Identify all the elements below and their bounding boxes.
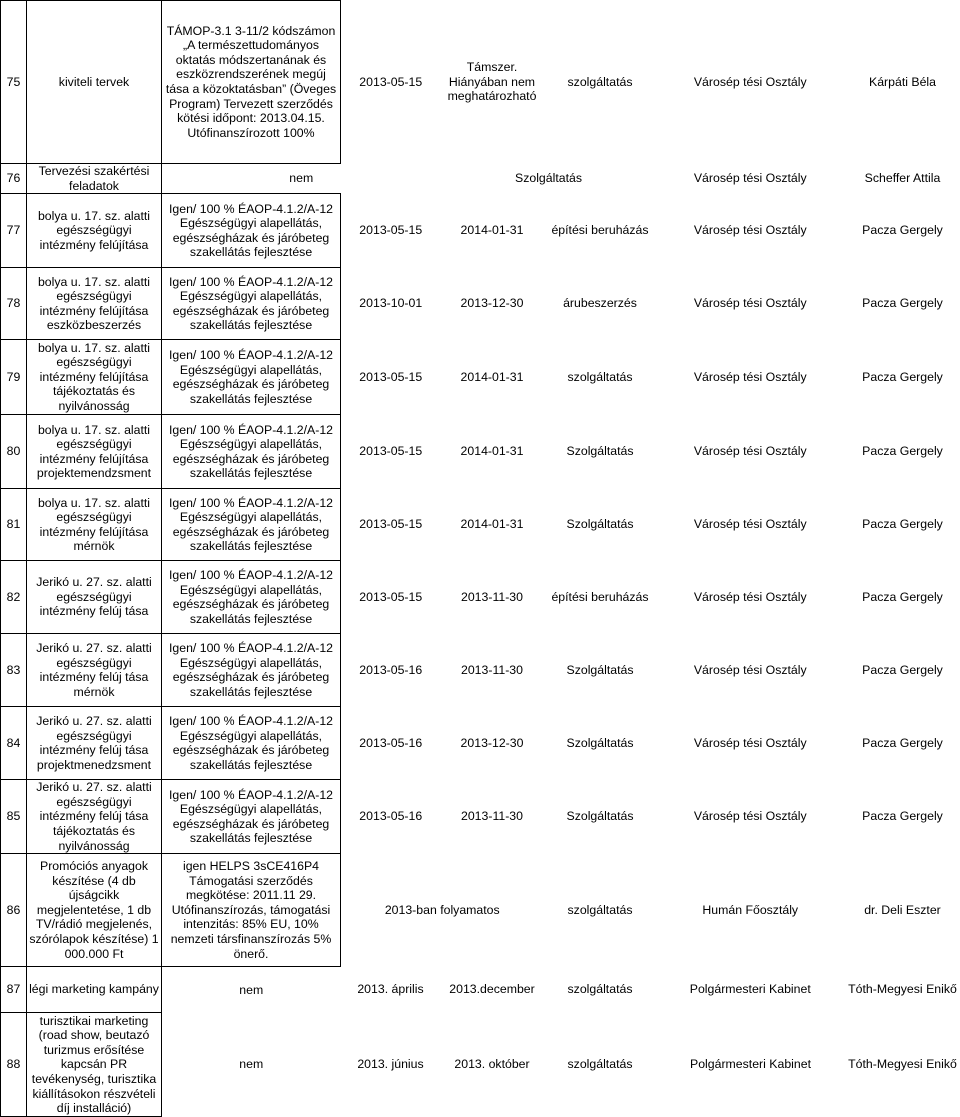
responsible-person: Pacza Gergely: [845, 194, 960, 268]
start-date: 2013-05-16: [341, 634, 441, 707]
end-date: 2014-01-31: [441, 415, 544, 489]
row-number: 88: [1, 1013, 27, 1117]
table-row: [1, 194, 960, 268]
department: Polgármesteri Kabinet: [657, 967, 845, 1013]
row-number: 78: [1, 268, 27, 340]
responsible-person: Pacza Gergely: [845, 561, 960, 634]
responsible-person: Pacza Gergely: [845, 707, 960, 780]
end-date: 2013-12-30: [441, 707, 544, 780]
department: Városép tési Osztály: [657, 561, 845, 634]
end-date: 2013-12-30: [441, 268, 544, 340]
department: Városép tési Osztály: [657, 340, 845, 415]
start-date: 2013-05-16: [341, 707, 441, 780]
row-number: 85: [1, 780, 27, 854]
responsible-person: Tóth-Megyesi Enikő: [845, 967, 960, 1013]
project-name: bolya u. 17. sz. alatti egészségügyi intézmény felújítása tájékoztatás és nyilvánosság: [27, 340, 162, 415]
end-date: 2013-11-30: [441, 780, 544, 854]
table-row: [1, 634, 960, 707]
funding-info: Igen/ 100 % ÉAOP-4.1.2/A-12 Egészségügyi alapellátás, egészségházak és járóbeteg szakellátás fejlesztése: [162, 415, 341, 489]
responsible-person: Tóth-Megyesi Enikő: [845, 1013, 960, 1117]
table-row: [1, 489, 960, 561]
row-number: 87: [1, 967, 27, 1013]
funding-info: TÁMOP-3.1 3-11/2 kódszámon „A természettudományos oktatás módszertanának és eszközrendszerének megúj tása a közoktatásban” (Öveges Program) Tervezett szerződés kötési időpont: 2013.04.15. Utófinanszírozott 100%: [162, 1, 341, 164]
table-row: [1, 561, 960, 634]
department: Városép tési Osztály: [657, 164, 845, 194]
start-date: 2013-05-15: [341, 340, 441, 415]
project-name: bolya u. 17. sz. alatti egészségügyi intézmény felújítása projektemendzsment: [27, 415, 162, 489]
project-name: Tervezési szakértési feladatok: [27, 164, 162, 194]
responsible-person: Kárpáti Béla: [845, 1, 960, 164]
project-name: kiviteli tervek: [27, 1, 162, 164]
project-name: bolya u. 17. sz. alatti egészségügyi intézmény felújítása: [27, 194, 162, 268]
table-row: [1, 707, 960, 780]
project-name: bolya u. 17. sz. alatti egészségügyi intézmény felújítása mérnök: [27, 489, 162, 561]
start-date: 2013-05-15: [341, 561, 441, 634]
end-date: 2013-11-30: [441, 634, 544, 707]
table-row: [1, 780, 960, 854]
funding-info: nem: [162, 1013, 341, 1117]
start-date: 2013. június: [341, 1013, 441, 1117]
procurement-type: Szolgáltatás: [544, 415, 657, 489]
project-name: Promóciós anyagok készítése (4 db újságcikk megjelentetése, 1 db TV/rádió megjelenés, szórólapok készítése) 1 000.000 Ft: [27, 854, 162, 967]
department: Polgármesteri Kabinet: [657, 1013, 845, 1117]
department: Városép tési Osztály: [657, 780, 845, 854]
funding-info: nem: [162, 164, 441, 194]
end-date: 2014-01-31: [441, 194, 544, 268]
row-number: 80: [1, 415, 27, 489]
table-row: [1, 164, 960, 194]
project-name: Jerikó u. 27. sz. alatti egészségügyi intézmény felúj tása mérnök: [27, 634, 162, 707]
department: Városép tési Osztály: [657, 707, 845, 780]
table-row: [1, 340, 960, 415]
project-name: Jerikó u. 27. sz. alatti egészségügyi intézmény felúj tása projektmenedzsment: [27, 707, 162, 780]
start-date: 2013-05-15: [341, 194, 441, 268]
end-date: 2014-01-31: [441, 340, 544, 415]
department: Városép tési Osztály: [657, 415, 845, 489]
row-number: 77: [1, 194, 27, 268]
end-date: Támszer. Hiányában nem meghatározható: [441, 1, 544, 164]
department: Városép tési Osztály: [657, 194, 845, 268]
end-date: 2013. október: [441, 1013, 544, 1117]
table-row: [1, 1, 960, 164]
procurement-type: Szolgáltatás: [544, 634, 657, 707]
row-number: 83: [1, 634, 27, 707]
table-row: [1, 268, 960, 340]
start-date: 2013-05-15: [341, 489, 441, 561]
procurement-type: Szolgáltatás: [441, 164, 657, 194]
department: Városép tési Osztály: [657, 634, 845, 707]
responsible-person: Pacza Gergely: [845, 780, 960, 854]
row-number: 79: [1, 340, 27, 415]
department: Városép tési Osztály: [657, 489, 845, 561]
row-number: 84: [1, 707, 27, 780]
end-date: 2013-11-30: [441, 561, 544, 634]
row-number: 75: [1, 1, 27, 164]
department: Városép tési Osztály: [657, 1, 845, 164]
table-row: [1, 967, 960, 1013]
start-date: 2013-10-01: [341, 268, 441, 340]
responsible-person: Pacza Gergely: [845, 489, 960, 561]
row-number: 76: [1, 164, 27, 194]
procurement-type: szolgáltatás: [544, 1013, 657, 1117]
procurement-type: Szolgáltatás: [544, 489, 657, 561]
table-row: [1, 854, 960, 967]
funding-info: nem: [162, 967, 341, 1013]
funding-info: Igen/ 100 % ÉAOP-4.1.2/A-12 Egészségügyi alapellátás, egészségházak és járóbeteg szakellátás fejlesztése: [162, 780, 341, 854]
start-date: 2013-ban folyamatos: [341, 854, 544, 967]
end-date: 2013.december: [441, 967, 544, 1013]
responsible-person: Pacza Gergely: [845, 340, 960, 415]
responsible-person: Scheffer Attila: [845, 164, 960, 194]
funding-info: Igen/ 100 % ÉAOP-4.1.2/A-12 Egészségügyi alapellátás, egészségházak és járóbeteg szakellátás fejlesztése: [162, 634, 341, 707]
procurement-type: szolgáltatás: [544, 854, 657, 967]
project-name: bolya u. 17. sz. alatti egészségügyi intézmény felújítása eszközbeszerzés: [27, 268, 162, 340]
department: Városép tési Osztály: [657, 268, 845, 340]
project-name: turisztikai marketing (road show, beutazó turizmus erősítése kapcsán PR tevékenység, turisztika kiállításokon részvételi díj installáció): [27, 1013, 162, 1117]
end-date: 2014-01-31: [441, 489, 544, 561]
funding-info: Igen/ 100 % ÉAOP-4.1.2/A-12 Egészségügyi alapellátás, egészségházak és járóbeteg szakellátás fejlesztése: [162, 707, 341, 780]
funding-info: Igen/ 100 % ÉAOP-4.1.2/A-12 Egészségügyi alapellátás, egészségházak és járóbeteg szakellátás fejlesztése: [162, 561, 341, 634]
table-row: [1, 415, 960, 489]
procurement-type: szolgáltatás: [544, 340, 657, 415]
funding-info: igen HELPS 3sCE416P4 Támogatási szerződés megkötése: 2011.11 29. Utófinanszírozás, támogatási intenzitás: 85% EU, 10% nemzeti társfinanszírozás 5% önerő.: [162, 854, 341, 967]
project-name: Jerikó u. 27. sz. alatti egészségügyi intézmény felúj tása tájékoztatás és nyilvánosság: [27, 780, 162, 854]
department: Humán Főosztály: [657, 854, 845, 967]
row-number: 86: [1, 854, 27, 967]
procurement-type: Szolgáltatás: [544, 780, 657, 854]
start-date: 2013-05-15: [341, 1, 441, 164]
responsible-person: Pacza Gergely: [845, 268, 960, 340]
procurement-type: építési beruházás: [544, 561, 657, 634]
procurement-type: építési beruházás: [544, 194, 657, 268]
funding-info: Igen/ 100 % ÉAOP-4.1.2/A-12 Egészségügyi alapellátás, egészségházak és járóbeteg szakellátás fejlesztése: [162, 268, 341, 340]
table-row: [1, 1013, 960, 1117]
project-name: Jerikó u. 27. sz. alatti egészségügyi intézmény felúj tása: [27, 561, 162, 634]
procurement-type: árubeszerzés: [544, 268, 657, 340]
responsible-person: Pacza Gergely: [845, 415, 960, 489]
procurement-type: Szolgáltatás: [544, 707, 657, 780]
start-date: 2013-05-15: [341, 415, 441, 489]
procurement-type: szolgáltatás: [544, 967, 657, 1013]
responsible-person: Pacza Gergely: [845, 634, 960, 707]
start-date: 2013-05-16: [341, 780, 441, 854]
start-date: 2013. április: [341, 967, 441, 1013]
funding-info: Igen/ 100 % ÉAOP-4.1.2/A-12 Egészségügyi alapellátás, egészségházak és járóbeteg szakellátás fejlesztése: [162, 340, 341, 415]
project-name: légi marketing kampány: [27, 967, 162, 1013]
procurement-type: szolgáltatás: [544, 1, 657, 164]
funding-info: Igen/ 100 % ÉAOP-4.1.2/A-12 Egészségügyi alapellátás, egészségházak és járóbeteg szakellátás fejlesztése: [162, 489, 341, 561]
responsible-person: dr. Deli Eszter: [845, 854, 960, 967]
funding-info: Igen/ 100 % ÉAOP-4.1.2/A-12 Egészségügyi alapellátás, egészségházak és járóbeteg szakellátás fejlesztése: [162, 194, 341, 268]
row-number: 82: [1, 561, 27, 634]
row-number: 81: [1, 489, 27, 561]
